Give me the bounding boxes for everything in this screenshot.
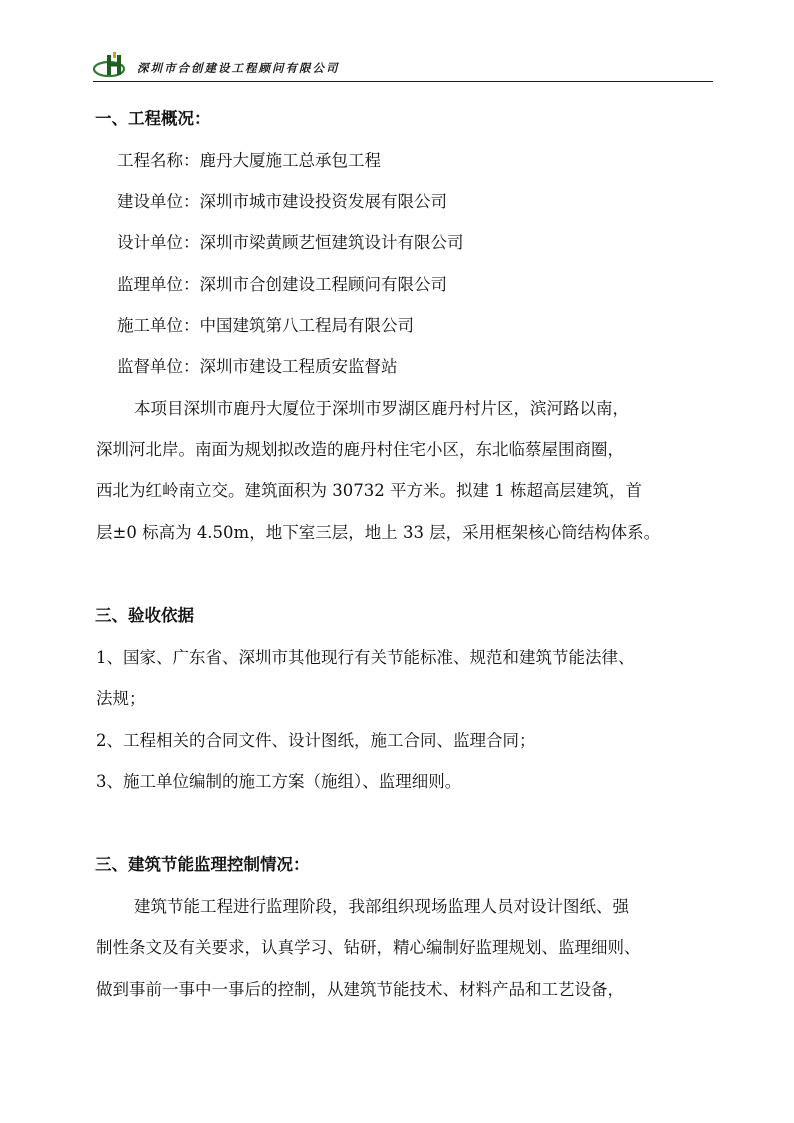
basis-list-item: 2、工程相关的合同文件、设计图纸，施工合同、监理合同；: [96, 731, 536, 750]
section-heading-energy-control: 三、建筑节能监理控制情况：: [95, 855, 310, 874]
info-label: 监督单位：: [117, 357, 200, 376]
company-name: 深圳市合创建设工程顾问有限公司: [137, 61, 340, 75]
project-info-row: [117, 357, 398, 377]
energy-paragraph-line: 做到事前一事中一事后的控制，从建筑节能技术、材料产品和工艺设备，: [96, 980, 624, 999]
basis-list-item: 1、国家、广东省、深圳市其他现行有关节能标准、规范和建筑节能法律、: [96, 648, 635, 667]
basis-list-item: 3、施工单位编制的施工方案（施组）、监理细则。: [96, 772, 462, 791]
section-heading-overview: 一、工程概况：: [95, 109, 211, 128]
info-value: 深圳市城市建设投资发展有限公司: [199, 192, 447, 211]
info-label: 施工单位：: [117, 316, 200, 335]
info-value: 鹿丹大厦施工总承包工程: [199, 151, 381, 170]
header-divider: [93, 81, 713, 82]
info-label: 监理单位：: [117, 275, 200, 294]
overview-paragraph-line: 深圳河北岸。南面为规划拟改造的鹿丹村住宅小区，东北临蔡屋围商圈，: [96, 440, 624, 459]
info-label: 工程名称：: [117, 151, 200, 170]
info-value: 深圳市梁黄顾艺恒建筑设计有限公司: [199, 233, 464, 252]
section-heading-acceptance-basis: 三、验收依据: [95, 606, 194, 625]
project-info-row: [117, 192, 447, 212]
page-header: [93, 52, 713, 82]
project-info-row: [117, 316, 414, 336]
energy-paragraph-line: 制性条文及有关要求，认真学习、钻研，精心编制好监理规划、监理细则、: [96, 938, 641, 957]
info-value: 深圳市建设工程质安监督站: [199, 357, 398, 376]
project-info-row: [117, 151, 381, 171]
info-label: 建设单位：: [117, 192, 200, 211]
overview-paragraph-line: 层±0 标高为 4.50m，地下室三层，地上 33 层，采用框架核心筒结构体系。: [96, 523, 661, 542]
company-logo-icon: [93, 52, 137, 80]
info-value: 中国建筑第八工程局有限公司: [199, 316, 414, 335]
overview-paragraph-line: 本项目深圳市鹿丹大厦位于深圳市罗湖区鹿丹村片区，滨河路以南，: [134, 399, 629, 418]
info-label: 设计单位：: [117, 233, 200, 252]
energy-paragraph-line: 建筑节能工程进行监理阶段，我部组织现场监理人员对设计图纸、强: [134, 897, 629, 916]
overview-paragraph-line: 西北为红岭南立交。建筑面积为 30732 平方米。拟建 1 栋超高层建筑，首: [96, 481, 642, 500]
basis-list-item: 法规；: [96, 689, 146, 708]
project-info-row: [117, 233, 464, 253]
info-value: 深圳市合创建设工程顾问有限公司: [199, 275, 447, 294]
project-info-row: [117, 275, 447, 295]
